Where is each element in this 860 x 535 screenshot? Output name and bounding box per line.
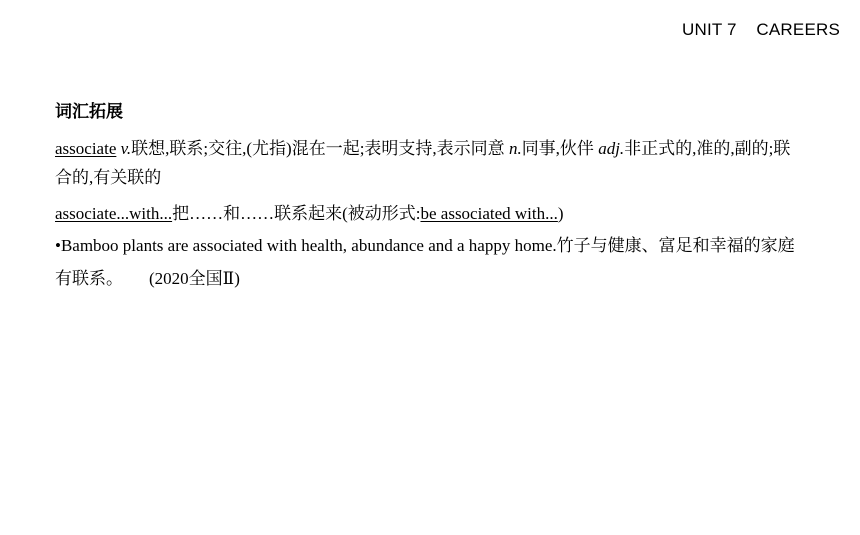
verb-meaning: 联想,联系;交往,(尤指)混在一起;表明支持,表示同意 <box>131 139 505 158</box>
bullet-icon: • <box>55 236 61 255</box>
unit-header: UNIT 7 CAREERS <box>681 20 840 39</box>
example-source: (2020全国Ⅱ) <box>149 269 240 288</box>
pos-adjective: adj. <box>598 139 625 158</box>
phrase-close-paren: ) <box>557 204 564 223</box>
pos-noun: n. <box>508 139 522 158</box>
phrase-meaning: 把……和……联系起来(被动形式: <box>172 204 421 223</box>
word-entry <box>55 134 795 192</box>
phrase-text: associate...with... <box>55 204 173 223</box>
example-translation: 竹子与健康、富足和幸福的家庭有联系。 <box>55 236 795 288</box>
headword: associate <box>55 139 117 158</box>
pos-verb: v. <box>120 139 132 158</box>
passive-form: be associated with... <box>420 204 558 223</box>
section-title: 词汇拓展 <box>55 102 123 122</box>
vocabulary-content <box>55 100 795 295</box>
example-english: Bamboo plants are associated with health, abundance and a happy home. <box>60 236 557 255</box>
phrase-entry <box>55 199 795 228</box>
noun-meaning: 同事,伙伴 <box>521 139 594 158</box>
example-sentence <box>55 229 795 295</box>
adjective-meaning: 非正式的,准的,副的;联合的,有关联的 <box>55 139 791 187</box>
